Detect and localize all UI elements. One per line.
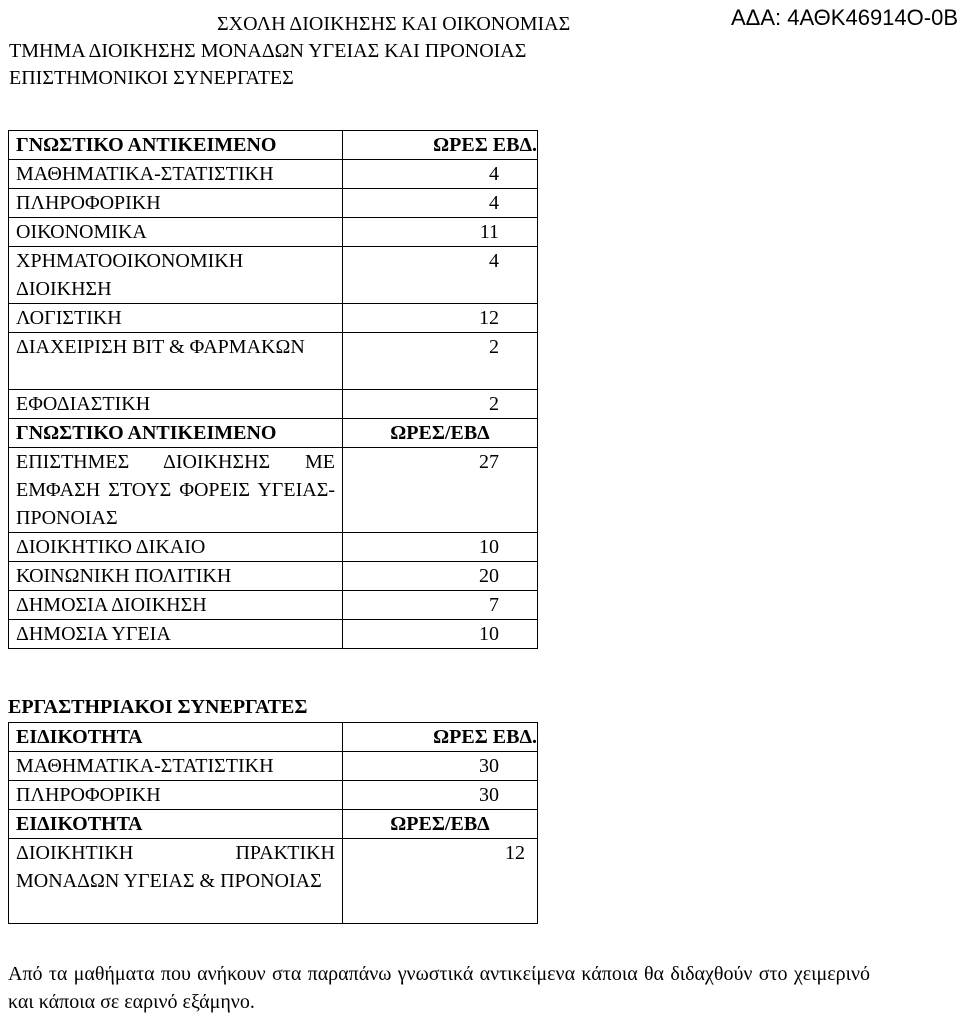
specialty-column-header: ΕΙΔΙΚΟΤΗΤΑ (9, 810, 343, 839)
hours-cell: 2 (343, 390, 538, 419)
hours-cell: 10 (343, 620, 538, 649)
subject-cell: ΧΡΗΜΑΤΟΟΙΚΟΝΟΜΙΚΗ ΔΙΟΙΚΗΣΗ (9, 247, 343, 304)
subject-cell: ΕΠΙΣΤΗΜΕΣ ΔΙΟΙΚΗΣΗΣ ΜΕ ΕΜΦΑΣΗ ΣΤΟΥΣ ΦΟΡΕΙΣ ΥΓΕΙΑΣ-ΠΡΟΝΟΙΑΣ (9, 448, 343, 533)
hours-column-header: ΩΡΕΣ/ΕΒΔ (343, 419, 538, 448)
table-row (9, 562, 538, 591)
subject-column-header: ΓΝΩΣΤΙΚΟ ΑΝΤΙΚΕΙΜΕΝΟ (9, 419, 343, 448)
table-row (9, 839, 538, 924)
section-title-scientific: ΕΠΙΣΤΗΜΟΝΙΚΟΙ ΣΥΝΕΡΓΑΤΕΣ (9, 67, 294, 89)
hours-cell: 30 (343, 781, 538, 810)
subject-cell: ΔΙΑΧΕΙΡΙΣΗ BIT & ΦΑΡΜΑΚΩΝ (9, 333, 343, 390)
subject-cell: ΜΑΘΗΜΑΤΙΚΑ-ΣΤΑΤΙΣΤΙΚΗ (9, 752, 343, 781)
hours-cell: 2 (343, 333, 538, 390)
table-header-row (9, 723, 538, 752)
table-subheader-row (9, 810, 538, 839)
hours-cell: 10 (343, 533, 538, 562)
table-subheader-row (9, 419, 538, 448)
hours-cell: 27 (343, 448, 538, 533)
table-row (9, 752, 538, 781)
ada-code: ΑΔΑ: 4ΑΘΚ46914Ο-0Β (730, 5, 958, 30)
table-row (9, 781, 538, 810)
table-row (9, 390, 538, 419)
table-header-row (9, 131, 538, 160)
hours-column-header: ΩΡΕΣ/ΕΒΔ (343, 810, 538, 839)
subject-cell: ΔΙΟΙΚΗΤΙΚΗ ΠΡΑΚΤΙΚΗ ΜΟΝΑΔΩΝ ΥΓΕΙΑΣ & ΠΡΟΝΟΙΑΣ (9, 839, 343, 924)
table-row (9, 533, 538, 562)
table-row (9, 591, 538, 620)
subject-cell: ΕΦΟΔΙΑΣΤΙΚΗ (9, 390, 343, 419)
table-row (9, 333, 538, 390)
subject-column-header: ΓΝΩΣΤΙΚΟ ΑΝΤΙΚΕΙΜΕΝΟ (9, 131, 343, 160)
hours-cell: 12 (343, 304, 538, 333)
subject-cell: ΔΗΜΟΣΙΑ ΥΓΕΙΑ (9, 620, 343, 649)
table-row (9, 247, 538, 304)
subject-cell: ΔΗΜΟΣΙΑ ΔΙΟΙΚΗΣΗ (9, 591, 343, 620)
subject-cell: ΟΙΚΟΝΟΜΙΚΑ (9, 218, 343, 247)
table-row (9, 189, 538, 218)
table-row (9, 620, 538, 649)
hours-cell: 4 (343, 189, 538, 218)
hours-cell: 4 (343, 247, 538, 304)
subject-cell: ΠΛΗΡΟΦΟΡΙΚΗ (9, 189, 343, 218)
table-row (9, 160, 538, 189)
lab-staff-table (8, 722, 538, 924)
subject-cell: ΜΑΘΗΜΑΤΙΚΑ-ΣΤΑΤΙΣΤΙΚΗ (9, 160, 343, 189)
subject-cell: ΚΟΙΝΩΝΙΚΗ ΠΟΛΙΤΙΚΗ (9, 562, 343, 591)
scientific-staff-table (8, 130, 538, 649)
specialty-column-header: ΕΙΔΙΚΟΤΗΤΑ (9, 723, 343, 752)
footnote: Από τα μαθήματα που ανήκουν στα παραπάνω γνωστικά αντικείμενα κάποια θα διδαχθούν στο χειμερινό και κάποια σε εαρινό εξάμηνο. (8, 963, 870, 1013)
hours-cell: 7 (343, 591, 538, 620)
department-title: ΤΜΗΜΑ ΔΙΟΙΚΗΣΗΣ ΜΟΝΑΔΩΝ ΥΓΕΙΑΣ ΚΑΙ ΠΡΟΝΟΙΑΣ (9, 40, 527, 62)
hours-column-header: ΩΡΕΣ ΕΒΔ. (343, 131, 538, 160)
hours-cell: 12 (343, 839, 538, 924)
table-row (9, 304, 538, 333)
subject-cell: ΠΛΗΡΟΦΟΡΙΚΗ (9, 781, 343, 810)
hours-cell: 11 (343, 218, 538, 247)
hours-cell: 20 (343, 562, 538, 591)
hours-cell: 30 (343, 752, 538, 781)
school-title: ΣΧΟΛΗ ΔΙΟΙΚΗΣΗΣ ΚΑΙ ΟΙΚΟΝΟΜΙΑΣ (217, 13, 571, 35)
section-title-lab: ΕΡΓΑΣΤΗΡΙΑΚΟΙ ΣΥΝΕΡΓΑΤΕΣ (8, 696, 308, 718)
subject-cell: ΛΟΓΙΣΤΙΚΗ (9, 304, 343, 333)
hours-column-header: ΩΡΕΣ ΕΒΔ. (343, 723, 538, 752)
hours-cell: 4 (343, 160, 538, 189)
table-row (9, 448, 538, 533)
subject-cell: ΔΙΟΙΚΗΤΙΚΟ ΔΙΚΑΙΟ (9, 533, 343, 562)
table-row (9, 218, 538, 247)
